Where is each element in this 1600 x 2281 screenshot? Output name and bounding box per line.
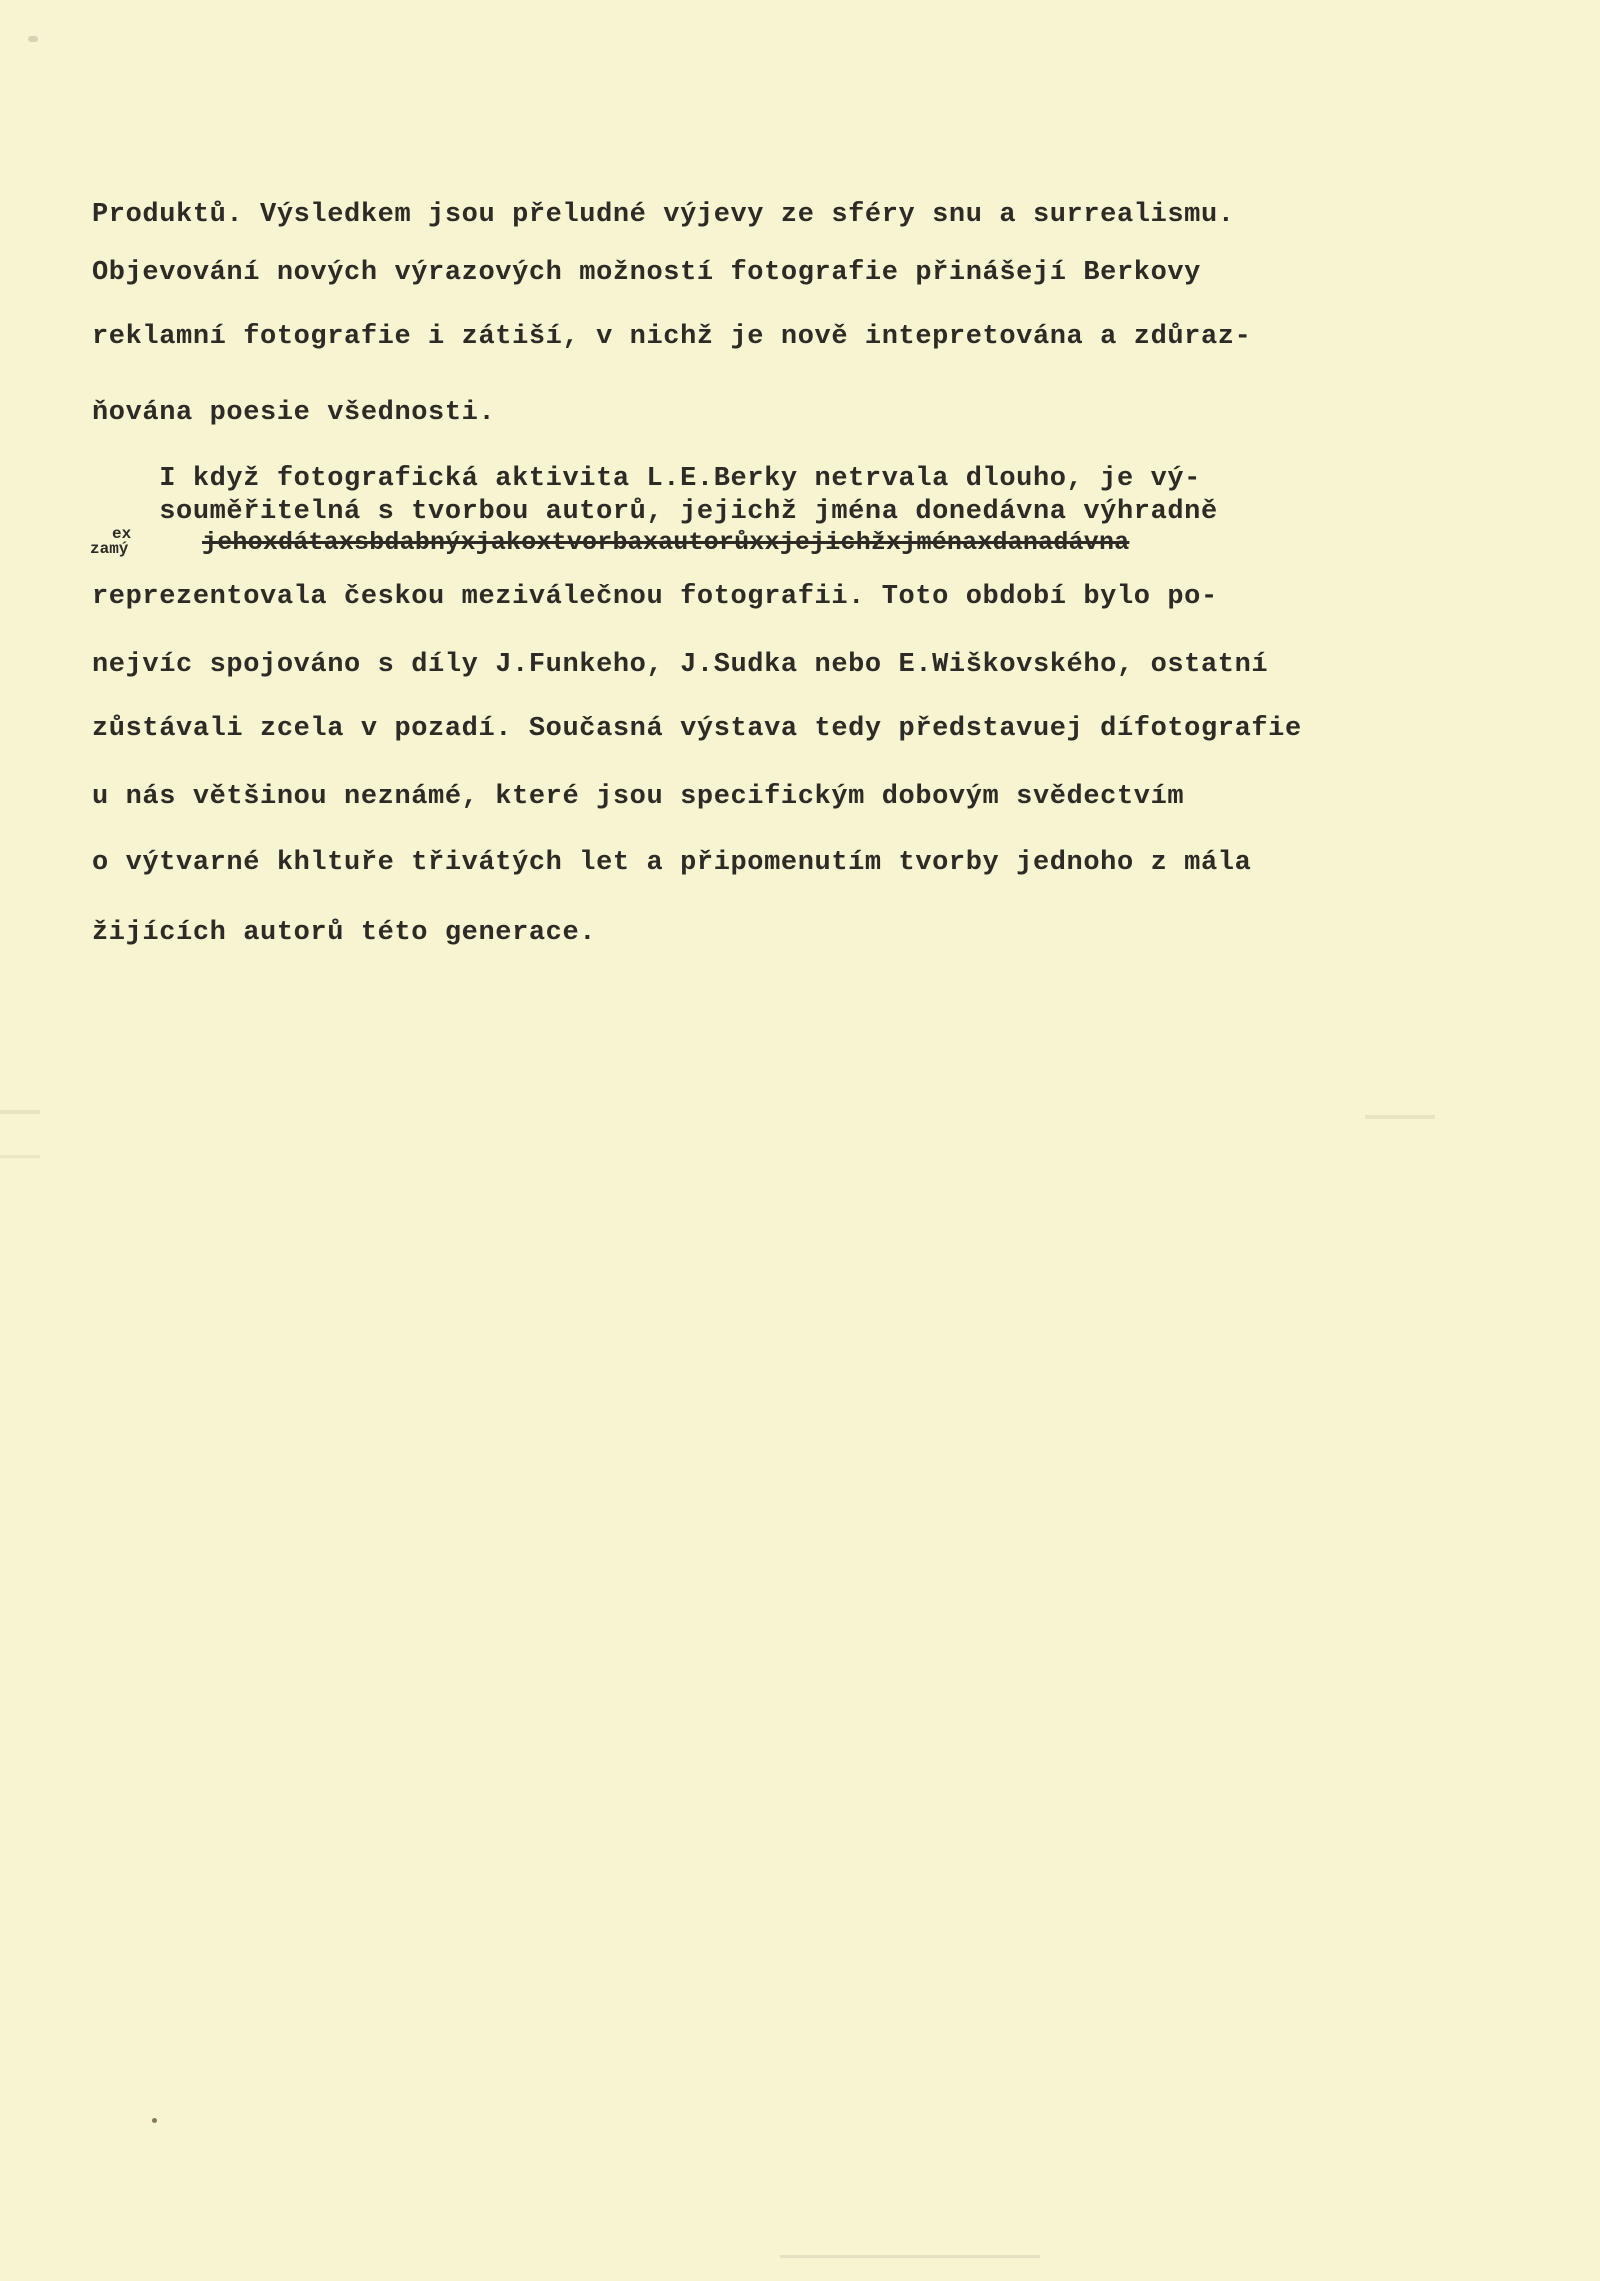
text-line: Objevování nových výrazových možností fotografie přinášejí Berkovy [92, 258, 1201, 288]
text-line: Produktů. Výsledkem jsou přeludné výjevy ze sféry snu a surrealismu. [92, 200, 1235, 230]
margin-insert: ex [112, 525, 132, 543]
struck-through-line: jehoxdátaxsbdabnýxjakoxtvorbaxautorůxxjejichžxjménaxdanadávna [202, 528, 1130, 557]
paper-mark [780, 2255, 1040, 2258]
paper-mark [28, 36, 38, 42]
text-line: žijících autorů této generace. [92, 918, 597, 948]
text-line: souměřitelná s tvorbou autorů, jejichž jména donedávna výhradně [92, 497, 1218, 527]
paper-mark [0, 1110, 40, 1114]
paper-mark [1365, 1115, 1435, 1119]
text-line: ňována poesie všednosti. [92, 398, 496, 428]
paper-mark [0, 1155, 40, 1158]
text-line: u nás většinou neznámé, které jsou specifickým dobovým svědectvím [92, 782, 1185, 812]
text-line: reprezentovala českou meziválečnou fotografii. Toto období bylo po- [92, 582, 1218, 612]
ink-dot [152, 2118, 157, 2123]
text-line: nejvíc spojováno s díly J.Funkeho, J.Sudka nebo E.Wiškovského, ostatní [92, 650, 1269, 680]
text-line: I když fotografická aktivita L.E.Berky netrvala dlouho, je vý- [92, 464, 1201, 494]
text-line: o výtvarné khltuře třivátých let a připomenutím tvorby jednoho z mála [92, 848, 1252, 878]
margin-insert: zamý [90, 540, 129, 558]
text-line: zůstávali zcela v pozadí. Současná výstava tedy představuej dífotografie [92, 714, 1302, 744]
text-line: reklamní fotografie i zátiší, v nichž je nově intepretována a zdůraz- [92, 322, 1252, 352]
